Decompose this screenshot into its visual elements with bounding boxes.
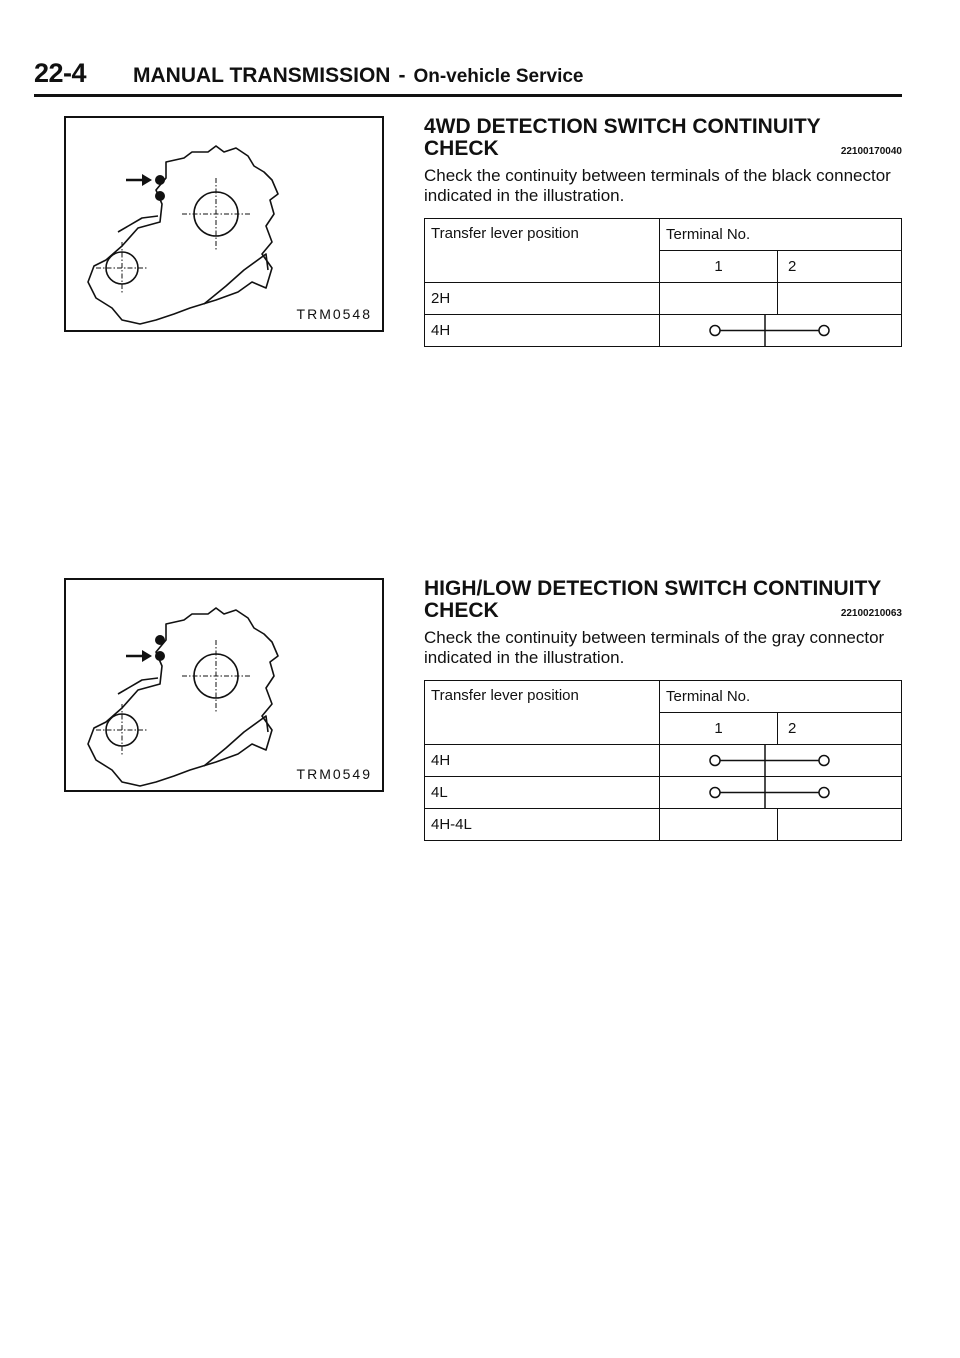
title-main: MANUAL TRANSMISSION — [133, 64, 391, 87]
section-title-line2: CHECK — [424, 137, 499, 160]
terminal-1-header: 1 — [660, 251, 778, 283]
section-title: 4WD DETECTION SWITCH CONTINUITY — [424, 115, 821, 138]
section-text: Check the continuity between terminals of the black connector indicated in the illustration. — [424, 166, 891, 205]
terminal-1-cell — [660, 283, 778, 315]
continuity-cell — [660, 745, 902, 777]
col-header-position: Transfer lever position — [425, 681, 660, 745]
lever-position-cell: 2H — [425, 283, 660, 315]
figure-2 — [64, 578, 384, 792]
terminal-2-header: 2 — [778, 713, 902, 745]
continuity-cell — [660, 315, 902, 347]
section-code: 22100210063 — [840, 608, 902, 619]
table-header-row — [425, 681, 902, 713]
table-row — [425, 283, 902, 315]
section-title-line2: CHECK — [424, 599, 499, 622]
transfer-case-connector-illustration-icon — [66, 580, 382, 790]
page-title — [133, 64, 584, 88]
title-subtitle: On-vehicle Service — [413, 66, 584, 87]
section-high-low-detection — [424, 578, 902, 841]
lever-position-cell: 4L — [425, 777, 660, 809]
table-row — [425, 745, 902, 777]
col-header-terminal: Terminal No. — [660, 219, 902, 251]
figure-code: TRM0548 — [296, 306, 372, 322]
table-row — [425, 777, 902, 809]
continuity-connector-icon — [660, 745, 900, 776]
table-row — [425, 315, 902, 347]
continuity-connector-icon — [660, 315, 900, 346]
continuity-cell — [660, 777, 902, 809]
section-text: Check the continuity between terminals of the gray connector indicated in the illustration. — [424, 628, 885, 667]
transfer-case-connector-illustration-icon — [66, 118, 382, 330]
terminal-1-header: 1 — [660, 713, 778, 745]
lever-position-cell: 4H — [425, 315, 660, 347]
terminal-2-cell — [778, 283, 902, 315]
header-rule — [34, 94, 902, 97]
table-header-row — [425, 219, 902, 251]
col-header-terminal: Terminal No. — [660, 681, 902, 713]
lever-position-cell: 4H-4L — [425, 809, 660, 841]
section-code: 22100170040 — [840, 146, 902, 157]
continuity-connector-icon — [660, 777, 900, 808]
terminal-2-cell — [778, 809, 902, 841]
page-number: 22-4 — [34, 58, 87, 88]
section-title: HIGH/LOW DETECTION SWITCH CONTINUITY — [424, 577, 882, 600]
terminal-2-header: 2 — [778, 251, 902, 283]
terminal-1-cell — [660, 809, 778, 841]
continuity-table — [424, 218, 902, 347]
lever-position-cell: 4H — [425, 745, 660, 777]
figure-code: TRM0549 — [296, 766, 372, 782]
title-separator: - — [398, 64, 406, 87]
table-row — [425, 809, 902, 841]
section-4wd-detection — [424, 116, 902, 347]
col-header-position: Transfer lever position — [425, 219, 660, 283]
continuity-table — [424, 680, 902, 841]
figure-1 — [64, 116, 384, 332]
